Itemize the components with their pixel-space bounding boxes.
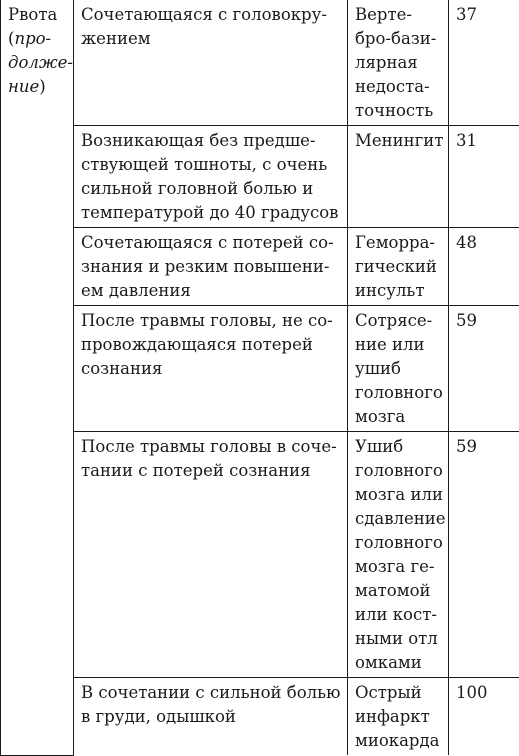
table-row: [1, 0, 519, 126]
category-line: про-: [14, 29, 51, 48]
diagnosis-line: головного: [355, 459, 442, 483]
diagnosis-cell: [348, 306, 449, 432]
symptom-line: ем давления: [81, 279, 341, 303]
table-row: [1, 228, 519, 306]
symptom-line: После травмы головы, не со-: [81, 309, 341, 333]
table-row: [1, 432, 519, 678]
table-row: [1, 678, 519, 756]
symptom-line: температурой до 40 градусов: [81, 201, 341, 225]
diagnosis-line: Менингит: [355, 129, 442, 153]
diagnosis-line: мозга или: [355, 483, 442, 507]
diagnosis-line: Геморра-: [355, 231, 442, 255]
symptom-line: В сочетании с сильной болью: [81, 681, 341, 705]
code-cell: 59: [449, 306, 519, 432]
diagnosis-line: матомой: [355, 579, 442, 603]
diagnosis-line: инфаркт: [355, 705, 442, 729]
category-cell: [1, 0, 74, 755]
symptom-line: знания и резким повышени-: [81, 255, 341, 279]
diagnosis-line: Сотрясе-: [355, 309, 442, 333]
diagnosis-line: мозга ге-: [355, 555, 442, 579]
diagnosis-line: гический: [355, 255, 442, 279]
diagnosis-line: точность: [355, 99, 442, 123]
diagnosis-line: Верте-: [355, 3, 442, 27]
symptom-line: в груди, одышкой: [81, 705, 341, 729]
code-cell: 100: [449, 678, 519, 756]
code-cell: 37: [449, 0, 519, 126]
symptom-line: Сочетающаяся с потерей со-: [81, 231, 341, 255]
diagnosis-cell: [348, 678, 449, 756]
diagnosis-cell: [348, 432, 449, 678]
diagnosis-line: сдавление: [355, 507, 442, 531]
symptom-line: После травмы головы в соче-: [81, 435, 341, 459]
symptom-cell: [74, 126, 348, 228]
code-cell: 48: [449, 228, 519, 306]
diagnosis-line: инсульт: [355, 279, 442, 303]
diagnosis-line: ными отл: [355, 627, 442, 651]
category-main: Рвота: [8, 3, 67, 27]
symptom-line: сильной головной болью и: [81, 177, 341, 201]
table-row: [1, 306, 519, 432]
symptom-cell: [74, 228, 348, 306]
category-paren-close: ): [39, 77, 45, 96]
category-line: ние: [8, 77, 39, 96]
table-row: [1, 126, 519, 228]
diagnosis-cell: [348, 126, 449, 228]
diagnosis-line: омками: [355, 651, 442, 675]
symptom-cell: [74, 0, 348, 126]
symptom-line: Сочетающаяся с головокру-: [81, 3, 341, 27]
diagnosis-line: недоста-: [355, 75, 442, 99]
diagnosis-line: головного: [355, 381, 442, 405]
category-paren-open: (: [8, 29, 14, 48]
symptom-line: Возникающая без предше-: [81, 129, 341, 153]
symptom-line: провождающаяся потерей: [81, 333, 341, 357]
symptom-line: тании с потерей сознания: [81, 459, 341, 483]
diagnosis-cell: [348, 228, 449, 306]
diagnosis-cell: [348, 0, 449, 126]
code-cell: 31: [449, 126, 519, 228]
diagnosis-line: головного: [355, 531, 442, 555]
diagnosis-line: ние или: [355, 333, 442, 357]
symptom-cell: [74, 678, 348, 756]
symptom-line: сознания: [81, 357, 341, 381]
diagnosis-line: бро-бази-: [355, 27, 442, 51]
diagnosis-line: ушиб: [355, 357, 442, 381]
symptom-line: ствующей тошноты, с очень: [81, 153, 341, 177]
diagnosis-line: миокарда: [355, 729, 442, 753]
diagnosis-line: или кост-: [355, 603, 442, 627]
code-cell: 59: [449, 432, 519, 678]
symptom-cell: [74, 432, 348, 678]
diagnosis-line: мозга: [355, 405, 442, 429]
symptom-cell: [74, 306, 348, 432]
diagnosis-line: Острый: [355, 681, 442, 705]
symptom-line: жением: [81, 27, 341, 51]
diagnosis-line: лярная: [355, 51, 442, 75]
category-line: долже-: [8, 51, 67, 75]
diagnosis-line: Ушиб: [355, 435, 442, 459]
